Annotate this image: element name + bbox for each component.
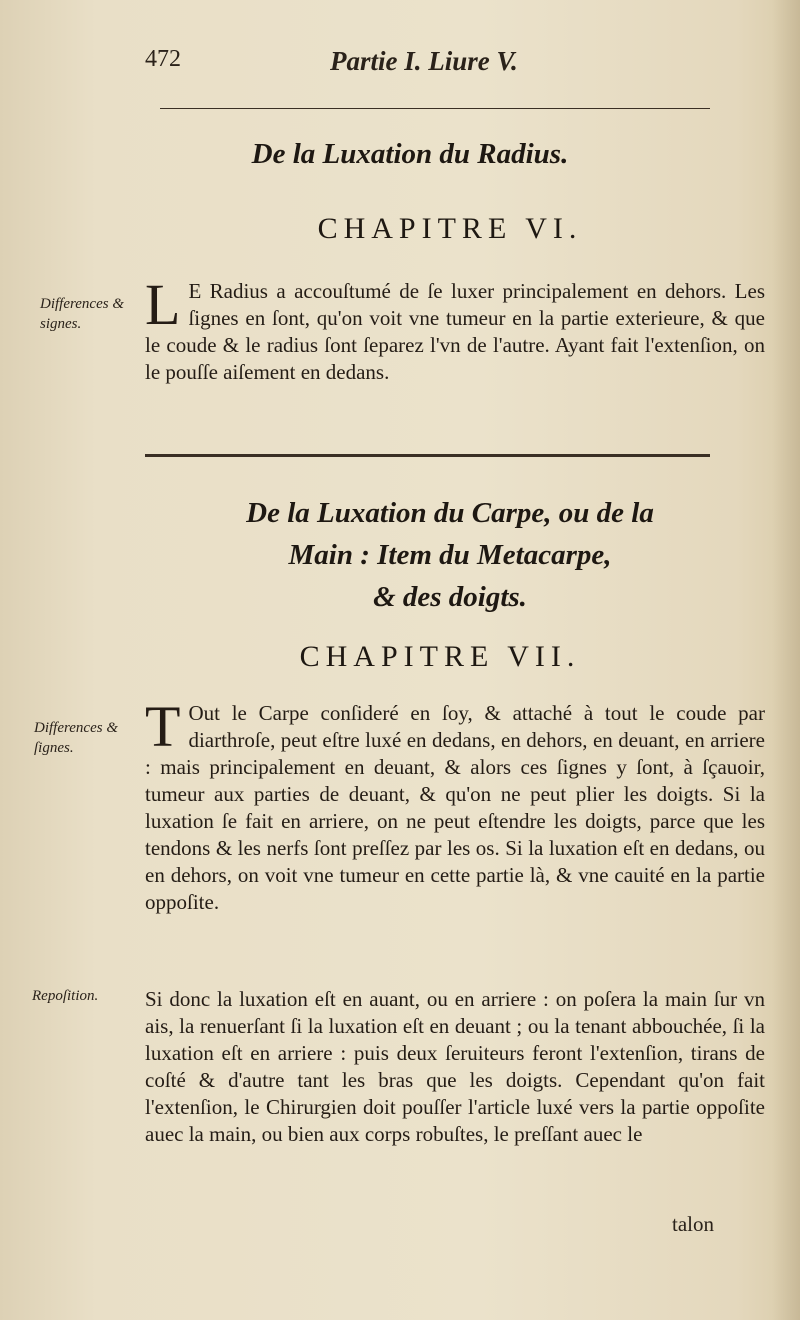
section-title-radius: De la Luxation du Radius. (251, 138, 569, 170)
chapter-heading-vii: CHAPITRE VII. (299, 640, 581, 673)
title-line: De la Luxation du Carpe, ou de la (246, 497, 654, 529)
chapter-heading-vi: CHAPITRE VI. (317, 212, 583, 245)
running-head: Partie I. Liure V. (330, 46, 518, 76)
title-line: & des doigts. (373, 581, 527, 613)
margin-note-reposition: Repoſition. (32, 988, 99, 1004)
drop-cap: T (145, 694, 181, 759)
page-edge-shadow (772, 0, 800, 1320)
paragraph-text: E Radius a accouſtumé de ſe luxer principalement en dehors. Les ſignes en ſont, qu'on voit vne tumeur en la partie exterieure, & que le coude & le radius ſont ſeparez l'vn de l'autre. Ayant fait l'extenſion, on le pouſſe aiſement en dedans. (145, 279, 765, 384)
page-number: 472 (145, 46, 181, 72)
paragraph-carpe-signs (145, 694, 765, 916)
drop-cap: L (145, 272, 181, 337)
section-title-carpe (170, 492, 730, 618)
margin-note-differences-2: Differences & ſignes. (34, 720, 119, 756)
page-header (145, 46, 705, 86)
margin-note-differences: Differences & signes. (40, 296, 125, 332)
paragraph-radius (145, 272, 765, 386)
catchword: talon (672, 1212, 714, 1236)
paragraph-text: Out le Carpe conſideré en ſoy, & attaché à tout le coude par diarthroſe, peut eſtre luxé en dedans, en dehors, en deuant, en arriere : mais principalement en deuant, & alors ces ſignes y ſont, à ſçauoir, tumeur aux parties de deuant, & qu'on ne peut plier les doigts. Si la luxation ſe fait en arriere, on ne peut eſtendre les doigts, parce que les tendons & les nerfs ſont preſſez par les os. Si la luxation eſt en dedans, ou en dehors, on voit vne tumeur en cette partie là, & vne cauité en la partie oppoſite. (145, 701, 765, 914)
header-rule (160, 108, 710, 109)
paragraph-carpe-reposition: Si donc la luxation eſt en auant, ou en arriere : on poſera la main ſur vn ais, la renuerſant ſi la luxation eſt en deuant ; ou la tenant abbouchée, ſi la luxation eſt en arriere : puis deux ſeruiteurs feront l'extenſion, tirans de coſté & d'autre tant les bras que les doigts. Cependant qu'on fait l'extenſion, le Chirurgien doit pouſſer l'article luxé vers la partie oppoſite auec la main, ou bien aux corps robuſtes, le preſſant auec le (145, 987, 765, 1146)
title-line: Main : Item du Metacarpe, (288, 539, 612, 571)
section-divider (145, 454, 710, 457)
